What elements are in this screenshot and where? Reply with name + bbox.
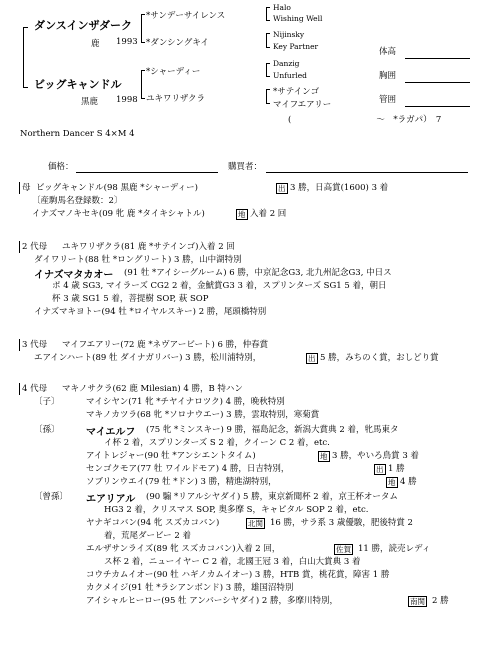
gen3-1: Halo xyxy=(273,3,291,12)
subsection-label: 〔子〕 xyxy=(34,397,60,407)
gen3-7: *サテインゴ xyxy=(273,87,320,97)
progeny-entry: アイトレジャー(90 牡 *アンシエントタイム) xyxy=(86,451,256,461)
girth-field[interactable] xyxy=(405,82,470,83)
dam-name: ビッグキャンドル xyxy=(34,78,122,91)
subsection-label: 〔孫〕 xyxy=(34,425,60,435)
progeny-entry: 16 勝，サラ系 3 歳優駿，肥後特賞 2 xyxy=(270,518,413,528)
section-head: マイフエアリー(72 鹿 *ネヴアービート) 6 勝，仲春賞 xyxy=(62,340,269,350)
progeny-entry: ダイワリート(88 牡 *ロングリート) 3 勝，山中湖特別 xyxy=(34,255,242,265)
progeny-entry: 5 勝，みちのく賞，おしどり賞 xyxy=(320,353,439,363)
progeny-entry: ポ 4 歳 SG3, マイラーズ CG2 2 着，金鯱賞G3 3 着，スプリンターズ SG1 5 着，朝日 xyxy=(52,281,387,291)
buyer-field[interactable] xyxy=(266,172,468,173)
progeny-entry: コウチカムイオー(90 牡 ハギノカムイオー) 3 勝，HTB 賞，桃花賞，障害 1 勝 xyxy=(86,570,390,580)
progeny-entry: センゴクモア(77 牡 ワイルドモア) 4 勝，日吉特別， xyxy=(86,464,290,474)
progeny-entry: イナズマキヨトー(94 牡 *ロイヤルスキー) 2 勝，尾頭橋特別 xyxy=(34,307,267,317)
race-badge: 南関 xyxy=(410,597,425,606)
progeny-entry: エルザサンライズ(89 牝 スズカコバン)入着 2 回， xyxy=(86,544,281,554)
progeny-entry: (75 牝 *ミンスキー) 9 勝，福島記念，新潟大賞典 2 着，牝馬東タ xyxy=(146,425,399,435)
dam-line: 3 勝，日高賞(1600) 3 着 xyxy=(290,183,389,193)
race-badge: 地 xyxy=(388,478,396,487)
progeny-count: 〔産駒馬名登録数：2〕 xyxy=(32,196,123,206)
progeny-entry: 4 勝 xyxy=(400,477,417,487)
progeny-entry: ソブリンウエイ(79 牡 *ドン) 3 勝，精進湖特別， xyxy=(86,477,277,487)
race-badge: 北関 xyxy=(248,519,263,528)
gen3-5: Danzig xyxy=(273,59,300,68)
cannon-label: 管囲 xyxy=(379,95,397,105)
gen2-dam-dam: ユキワリザクラ xyxy=(146,94,205,104)
progeny-entry: ヤナギコバン(94 牝 スズカコバン) xyxy=(86,518,220,528)
progeny-name-bold: マイエルフ xyxy=(86,427,136,438)
race-badge: 地 xyxy=(320,452,328,461)
price-field[interactable] xyxy=(76,172,218,173)
section-tag: 4 代母 xyxy=(22,384,48,394)
progeny-name-bold: エアリアル xyxy=(86,494,136,505)
gen2-sire-dam: *ダンシングキイ xyxy=(146,38,209,48)
gen2-dam-sire: *シャーディー xyxy=(146,67,201,77)
progeny-entry: 入着 2 回 xyxy=(250,209,287,219)
progeny-entry: エアインハート(89 牡 ダイナガリバー) 3 勝，松川浦特別， xyxy=(34,353,262,363)
race-badge: 出 xyxy=(376,465,384,474)
progeny-entry: HG3 2 着，クリスマス SOP, 奥多摩 S，キャピタル SOP 2 着，etc. xyxy=(104,505,369,515)
dam-year: 1998 xyxy=(116,95,138,105)
progeny-entry: イ杯 2 着，スプリンターズ S 2 着，クイーン C 2 着，etc. xyxy=(104,438,330,448)
sire-year: 1993 xyxy=(116,37,138,47)
sire-color: 鹿 xyxy=(91,39,100,49)
gen3-8: マイフエアリー xyxy=(273,100,332,110)
progeny-entry: (90 騸 *リアルシヤダイ) 5 勝，東京新聞杯 2 着，京王杯オータム xyxy=(146,492,398,502)
progeny-entry: イナズマノキセキ(09 牝 鹿 *タイキシャトル) xyxy=(32,209,205,219)
cannon-field[interactable] xyxy=(405,106,470,107)
progeny-entry: アイシャルヒーロー(95 牡 アンバーシヤダイ) 2 勝，多摩川特別， xyxy=(86,596,339,606)
race-badge: 佐賀 xyxy=(336,545,351,554)
gen3-extra: ( ～ *ラガパ） 7 xyxy=(288,115,442,125)
section-tag: 母 xyxy=(22,183,31,193)
section-head: マキノサクラ(62 鹿 Milesian) 4 勝，B 特ハン xyxy=(62,384,243,394)
gen3-6: Unfurled xyxy=(273,71,307,80)
gen3-4: Key Partner xyxy=(273,42,319,51)
price-label: 価格： xyxy=(48,162,74,172)
progeny-entry: 杯 3 歳 SG1 5 着，菩提樹 SOP, 萩 SOP xyxy=(52,294,209,304)
progeny-entry: ス杯 2 着，ニューイヤー C 2 着，北國王冠 3 着，白山大賞典 3 着 xyxy=(104,557,361,567)
gen3-2: Wishing Well xyxy=(273,14,323,23)
sire-name: ダンスインザダーク xyxy=(34,19,133,32)
gen3-3: Nijinsky xyxy=(273,30,305,39)
race-badge: 出 xyxy=(278,184,286,193)
progeny-entry: マキノカツラ(68 牝 *ソロナウエー) 3 勝，雲取特別，寒菊賞 xyxy=(86,410,320,420)
buyer-label: 購買者： xyxy=(228,162,263,172)
dam-line: ビッグキャンドル(98 黒鹿 *シャーディー) xyxy=(36,183,198,193)
progeny-entry: 着，荒尾ダービー 2 着 xyxy=(104,531,191,541)
race-badge: 出 xyxy=(308,354,316,363)
progeny-entry: 1 勝 xyxy=(388,464,405,474)
section-tag: 3 代母 xyxy=(22,340,48,350)
height-field[interactable] xyxy=(405,58,470,59)
girth-label: 胸囲 xyxy=(379,71,397,81)
progeny-name-bold: イナズマタカオー xyxy=(34,270,114,281)
gen2-sire-sire: *サンデーサイレンス xyxy=(146,11,226,21)
progeny-entry: 2 勝 xyxy=(432,596,449,606)
race-badge: 地 xyxy=(238,210,246,219)
dam-color: 黒鹿 xyxy=(81,97,99,107)
subsection-label: 〔曾孫〕 xyxy=(34,492,69,502)
progeny-entry: (91 牡 *アイシーグルーム) 6 勝，中京記念G3, 北九州記念G3, 中日ス xyxy=(124,268,392,278)
section-head: ユキワリザクラ(81 鹿 *サテインゴ)入着 2 回 xyxy=(62,242,235,252)
section-tag: 2 代母 xyxy=(22,242,48,252)
progeny-entry: カクメイジ(91 牡 *ラシアンボンド) 3 勝，雄国沼特別 xyxy=(86,583,294,593)
progeny-entry: マイシヤン(71 牝 *チヤイナロツク) 4 勝，晩秋特別 xyxy=(86,397,285,407)
inbreeding-note: Northern Dancer S 4×M 4 xyxy=(20,129,135,139)
progeny-entry: 3 勝，やいろ鳥賞 3 着 xyxy=(332,451,419,461)
height-label: 体高 xyxy=(379,47,397,57)
progeny-entry: 11 勝，読売レディ xyxy=(358,544,431,554)
